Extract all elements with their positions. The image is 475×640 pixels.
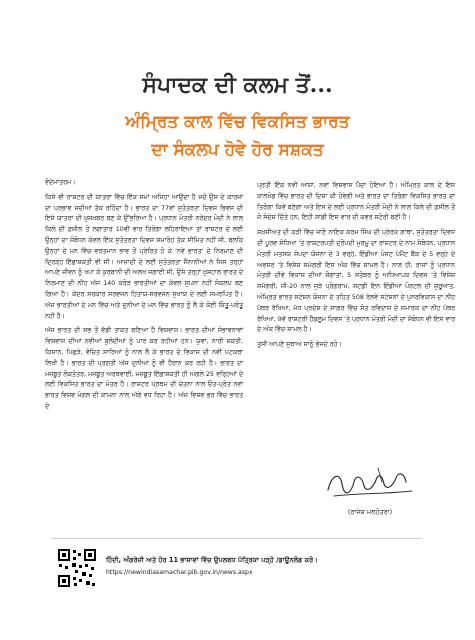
paragraph: ਪ੍ਰਤੀ ਇੱਕ ਨਵੀਂ ਆਸ਼ਾ, ਨਵਾਂ ਵਿਸ਼ਵਾਸ ਪੈਦਾ ਹੋਇਆ ਹੈ। ਅੰਮ੍ਰਿਤ ਕਾਲ ਦੇ ਇਸ ਕਾਲਖੰਡ ਵਿੱਚ ਭਾਰਤ ਦੀ ਦਿਸ਼ਾ ਕੀ ਹੋਵੇਗੀ ਅਤੇ ਭਾਰਤ ਦਾ ਤਿਰੰਗਾ ਵਿਕਸਿਤ ਭਾਰਤ ਦਾ ਤਿਰੰਗਾ ਕਿਵੇਂ ਬਣੇਗਾ ਅਤੇ ਇਸ ਦੇ ਲਈ ਪ੍ਰਧਾਨ ਮੰਤਰੀ ਮੋਦੀ ਨੇ ਲਾਲ ਕਿਲੇ ਦੀ ਫ਼ਸੀਲ ਤੋਂ ਜੋ ਸੰਦੇਸ਼ ਦਿੱਤੇ ਹਨ, ਇਹੀ ਸਾਡੀ ਇਸ ਵਾਰ ਦੀ ਕਵਰ ਸਟੋਰੀ ਬਣੀ ਹੈ। (257, 182, 455, 222)
subtitle-line-2: ਦਾ ਸੰਕਲਪ ਹੋਵੇ ਹੋਰ ਸਸ਼ਕਤ (151, 140, 324, 160)
paragraph: ਅੱਜ ਭਾਰਤ ਦੀ ਸਭ ਤੋਂ ਵੱਡੀ ਤਾਕਤ ਬਣਿਆ ਹੈ ਵਿਸ਼ਵਾਸ। ਭਾਰਤ ਦੀਆਂ ਸੰਭਾਵਨਾਵਾਂ ਵਿਸ਼ਵਾਸ ਦੀਆਂ ਨਵੀਆਂ ਬੁਲੰਦੀਆਂ ਨੂੰ ਪਾਰ ਕਰ ਰਹੀਆਂ ਹਨ। ਯੁਵਾ, ਨਾਰੀ ਸ਼ਕਤੀ, ਕਿਸਾਨ, ਪਿਛੜੇ, ਵੰਚਿਤ ਸਾਰਿਆਂ ਨੂੰ ਨਾਲ ਲੈ ਕੇ ਭਾਰਤ ਦੇ ਵਿਕਾਸ ਦੀ ਨਵੀਂ ਪਟਕਥਾ ਲਿਖੀ ਹੈ। ਭਾਰਤ ਦੀ ਪ੍ਰਗਤੀ ਅੱਜ ਦੁਨੀਆ ਨੂੰ ਵੀ ਹੈਰਾਨ ਕਰ ਰਹੀ ਹੈ। ਭਾਰਤ ਦਾ ਮਜ਼ਬੂਤ ਲੋਕਤੰਤਰ, ਮਜ਼ਬੂਤ ਅਰਥਵਾਈ, ਮਜ਼ਬੂਤ ਇੱਛਾਸ਼ਕਤੀ ਹੀ ਅਗਲੇ 25 ਵਰ੍ਹਿਆਂ ਦੇ ਲਈ ਵਿਕਸਿਤ ਭਾਰਤ ਦਾ ਮੰਤਰ ਹੈ। ਰਾਸ਼ਟਰ ਪ੍ਰਥਮ ਦੀ ਚੇਤਨਾ ਨਾਲ ਓਤ-ਪ੍ਰੋਤ ਨਵਾਂ ਭਾਰਤ ਵਿਸ਼ਵ ਮੰਗਲ ਦੀ ਕਾਮਨਾ ਨਾਲ ਅੱਗੇ ਵਧ ਰਿਹਾ ਹੈ। ਅੱਜ ਵਿਸ਼ਵ ਭਰ ਵਿੱਚ ਭਾਰਤ ਦੇ (45, 327, 243, 410)
paragraph: ਕਿਸੇ ਵੀ ਰਾਸ਼ਟਰ ਦੀ ਯਾਤਰਾ ਵਿੱਚ ਇੱਕ ਸਮਾਂ ਅਜਿਹਾ ਆਉਂਦਾ ਹੈ ਜਦੋਂ ਉਸ ਦੇ ਕਾਰਜਾਂ ਦਾ ਪ੍ਰਭਾਵ ਸਦੀਆਂ ਤੱਕ ਰਹਿੰਦਾ ਹੈ। ਭਾਰਤ ਦਾ 77ਵਾਂ ਸੁਤੰਤਰਤਾ ਦਿਵਸ ਭਿਵਸ ਦੀ ਇਸੇ ਯਾਤਰਾ ਦੀ ਖ਼ੁਸ਼ਖ਼ਬਰ ਬਣ ਕੇ ਉੱਭਰਿਆ ਹੈ। ਪ੍ਰਧਾਨ ਮੰਤਰੀ ਨਰੇਂਦਰ ਮੋਦੀ ਨੇ ਲਾਲ ਕਿਲੇ ਦੀ ਫ਼ਸੀਲ ਤੋਂ ਲਗਾਤਾਰ 10ਵੀਂ ਵਾਰ ਤਿਰੰਗਾ ਲਹਿਰਾਇਆ ਤਾਂ ਰਾਸ਼ਟਰ ਦੇ ਲਈ ਉਨ੍ਹਾਂ ਦਾ ਸੰਬੋਧਨ ਕੇਵਲ ਇੱਕ ਸੁਤੰਤਰਤਾ ਦਿਵਸ ਸਮਾਰੋਹ ਤੱਕ ਸੀਮਿਤ ਨਹੀਂ ਸੀ, ਬਲਕਿ ਉਨ੍ਹਾਂ ਦੇ ਮਨ ਵਿੱਚ ਵਰਤਮਾਨ ਭਾਵ ਤੋਂ ਪ੍ਰੇਰਿਤ ਹੋ ਕੇ 'ਨਵੇਂ ਭਾਰਤ' ਦੇ ਨਿਰਮਾਣ ਦੀ ਦ੍ਰਿੜ੍ਹ ਇੱਛਾਸ਼ਕਤੀ ਵੀ ਸੀ। ਆਜ਼ਾਦੀ ਦੇ ਲਈ ਸੁਤੰਤਰਤਾ ਸੈਨਾਨੀਆਂ ਨੇ ਜਿਸ ਤਰ੍ਹਾਂ ਆਪਣੇ ਜੀਵਨ ਨੂੰ ਖਪਾ ਕੇ ਕੁਰਬਾਨੀ ਦੀ ਅਲਖ ਜਗਾਈ ਸੀ, ਉਸੇ ਤਰ੍ਹਾਂ ਖ਼ੁਸ਼ਹਾਲ ਭਾਰਤ ਦੇ ਨਿਰਮਾਣ ਦੀ ਨੀਂਹ ਅੱਜ 140 ਕਰੋੜ ਭਾਰਤੀਆਂ ਦਾ ਕੇਵਲ ਸੁਪਨਾ ਨਹੀਂ ਸੰਕਲਪ ਬਣ ਗਿਆ ਹੈ। ਕੇਂਦਰ ਸਰਕਾਰ ਸਰਵਜਨ ਹਿਤਾਯ-ਸਰਵਜਨ ਸੁਖਾਯ ਦੇ ਲਈ ਸਮਰਪਿਤ ਹੈ। ਅੱਜ ਭਾਰਤੀਆਂ ਦੇ ਮਨ ਵਿੱਚ ਅਤੇ ਦੁਨੀਆ ਦੇ ਮਨ ਵਿੱਚ ਭਾਰਤ ਨੂੰ ਲੈ ਕੇ ਕੋਈ ਕਿੰਤੂ-ਪਰੰਤੂ ਨਹੀਂ ਹੈ। (45, 193, 243, 320)
greeting: ਵੰਦੇਮਾਤਰਮ। (45, 179, 76, 186)
page-title: ਸੰਪਾਦਕ ਦੀ ਕਲਮ ਤੋਂ... (142, 72, 333, 98)
signer-name: (ਰਾਜੇਸ਼ ਮਲਹੋਤਰਾ) (347, 508, 393, 516)
subtitle-line-1: ਅੰਮ੍ਰਿਤ ਕਾਲ ਵਿੱਚ ਵਿਕਸਿਤ ਭਾਰਤ (125, 112, 350, 132)
footer (0, 532, 475, 602)
paragraph: ਸ਼ਖ਼ਸੀਅਤ ਦੀ ਕੜੀ ਵਿੱਚ ਜਾਣੋ ਨਾਇਕ ਕਰਮ ਸਿੰਘ ਦੀ ਪ੍ਰੇਰਕ ਗਾਥਾ, ਸੁਤੰਤਰਤਾ ਦਿਵਸ ਦੀ ਪੂਰਵ ਸੰਧਿਆ 'ਤੇ ਰਾਸ਼ਟਰਪਤੀ ਦ੍ਰੌਪਦੀ ਮੁਰਮੂ ਦਾ ਰਾਸ਼ਟਰ ਦੇ ਨਾਮ ਸੰਬੋਧਨ, ਪ੍ਰਧਾਨ ਮੰਤਰੀ ਮਤਸਯ ਸੰਪਦਾ ਯੋਜਨਾ ਦੇ 3 ਵਰ੍ਹੇ, ਇੰਡੀਆ ਪੋਸਟ ਪੇਮੈਂਟ ਬੈਂਕ ਦੇ 5 ਵਰ੍ਹੇ ਦੇ ਅਵਸਰ 'ਤੇ ਵਿਸ਼ੇਸ਼ ਸਮੱਗਰੀ ਇਸ ਅੰਕ ਵਿੱਚ ਸ਼ਾਮਲ ਹੈ। ਨਾਲ ਹੀ, ਰਾਜਾਂ ਨੂੰ ਪ੍ਰਧਾਨ ਮੰਤਰੀ ਦੀਵੇ ਵਿਕਾਸ ਦੀਆਂ ਸੌਗਾਤਾਂ, 5 ਸਤੰਬਰ ਨੂੰ ਅਧਿਆਪਕ ਦਿਵਸ 'ਤੇ ਵਿਸ਼ੇਸ਼ ਸਮੱਗਰੀ, ਜੀ-20 ਨਾਲ ਜੁੜੇ ਪ੍ਰੋਗਰਾਮ, ਸਟਡੀ ਇਨ ਇੰਡੀਆ ਪੋਰਟਲ ਦੀ ਸ਼ੁਰੂਆਤ, ਅੰਮ੍ਰਿਤ ਭਾਰਤ ਸਟੇਸ਼ਨ ਯੋਜਨਾ ਦੇ ਤਹਿਤ 508 ਰੇਲਵੇ ਸਟੇਸ਼ਨਾਂ ਦੇ ਪੁਨਰਵਿਕਾਸ ਦਾ ਨੀਂਹ ਪੱਥਰ ਰੱਖਿਆ, ਮੱਧ ਪ੍ਰਦੇਸ਼ ਦੇ ਸਾਗਰ ਵਿੱਚ ਸੰਤ ਰਵਿਦਾਸ ਦੇ ਸਮਾਰਕ ਦਾ ਨੀਂਹ ਪੱਥਰ ਰੱਖਿਆ, 9ਵੇਂ ਰਾਸ਼ਟਰੀ ਹੈਂਡਲੂਮ ਦਿਵਸ 'ਤੇ ਪ੍ਰਧਾਨ ਮੰਤਰੀ ਮੋਦੀ ਦਾ ਸੰਬੋਧਨ ਵੀ ਇਸ ਵਾਰ ਦੇ ਅੰਕ ਵਿੱਚ ਸ਼ਾਮਲ ਹੈ। (257, 229, 455, 334)
signature-image (320, 460, 420, 508)
left-column (45, 178, 243, 417)
qr-code-icon[interactable] (57, 548, 97, 588)
footer-link[interactable]: https://newindiasamachar.pib.gov.in/news.aspx (106, 569, 253, 576)
footer-divider (52, 538, 422, 539)
right-column (257, 181, 455, 355)
footer-message: ਹਿੰਦੀ, ਅੰਗਰੇਜ਼ੀ ਅਤੇ ਹੋਰ 11 ਭਾਸ਼ਾਵਾਂ ਵਿੱਚ ਉਪਲਬਧ ਪੱਤ੍ਰਿਕਾ ਪੜ੍ਹੋ /ਡਾਊਨਲੋਡ ਕਰੋ। (106, 556, 318, 564)
closing-line: ਤੁਸੀਂ ਆਪਣੇ ਸੁਝਾਅ ਸਾਨੂੰ ਭੇਜਦੇ ਰਹੋ। (257, 341, 342, 349)
